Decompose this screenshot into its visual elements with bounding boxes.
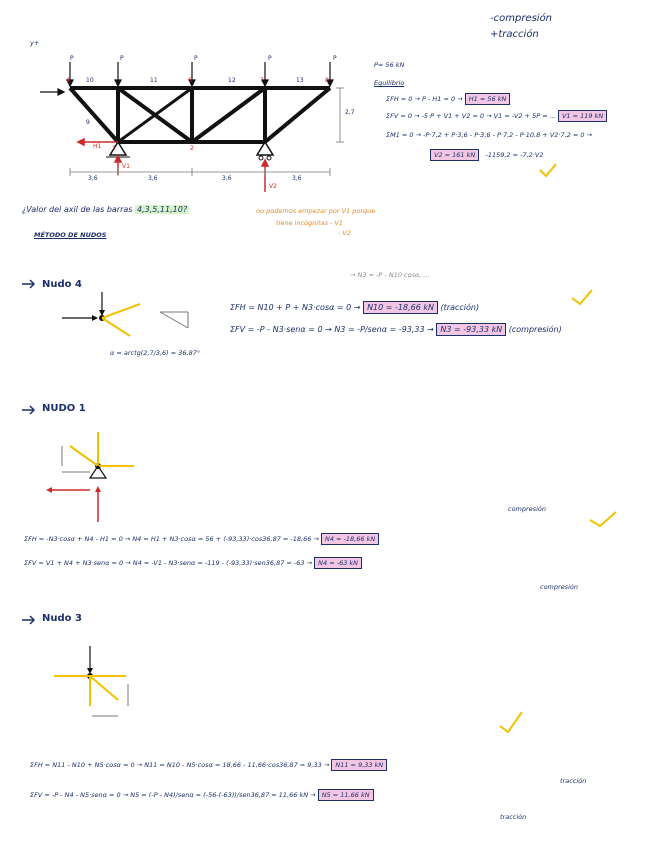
node3-eq-horizontal: ΣFH = N11 - N10 + N5·cosα = 0 → N11 = N10 - N5·cosα = 18,66 - 11,66·cos36,87 = 9,33 → N11 = 9,33 kN bbox=[30, 762, 387, 769]
eq-vertical: ΣFV = 0 → -5·P + V1 + V2 = 0 → V1 = -V2 + 5P = ... V1 = 119 kN bbox=[386, 113, 607, 120]
eq-horizontal: ΣFH = 0 → P - H1 = 0 → H1 = 56 kN bbox=[386, 96, 510, 103]
n11-result: N11 = 9,33 kN bbox=[331, 759, 387, 771]
span-label: 3,6 bbox=[148, 175, 158, 182]
answer-line3: - V2 bbox=[338, 229, 351, 237]
node-label: 6 bbox=[188, 77, 192, 84]
node-label: 4 bbox=[66, 77, 70, 84]
node3-heading: Nudo 3 bbox=[42, 613, 82, 624]
answer-line1: no podemos empezar por V1 porque bbox=[256, 207, 376, 215]
node4-heading: Nudo 4 bbox=[42, 279, 82, 290]
n10-result: N10 = -18,66 kN bbox=[363, 301, 438, 314]
reaction-label: V2 bbox=[269, 183, 277, 190]
eq-moment: ΣM1 = 0 → -P·7,2 + P·3,6 - P·3,6 - P·7,2 - P·10,8 + V2·7,2 = 0 → bbox=[386, 131, 593, 139]
member-label: 13 bbox=[296, 77, 304, 84]
node-label: 7 bbox=[260, 77, 264, 84]
load-label: P bbox=[194, 55, 198, 62]
traction-legend: +tracción bbox=[490, 29, 539, 40]
node1-heading: NUDO 1 bbox=[42, 403, 86, 414]
n5-result: N5 = 11,66 kN bbox=[318, 789, 374, 801]
span-label: 3,6 bbox=[222, 175, 232, 182]
span-label: 3,6 bbox=[88, 175, 98, 182]
n3-result: N3 = -93,33 kN bbox=[436, 323, 506, 336]
node4-eq-horizontal: ΣFH = N10 + P + N3·cosα = 0 → N10 = -18,66 kN (tracción) bbox=[230, 303, 480, 312]
node-label: 2 bbox=[190, 145, 194, 152]
member-label: 11 bbox=[150, 77, 158, 84]
load-label: P bbox=[333, 55, 337, 62]
member-label: 12 bbox=[228, 77, 236, 84]
given-load: P= 56 kN bbox=[374, 61, 405, 69]
h1-result: H1 = 56 kN bbox=[465, 93, 511, 105]
node1-note-compression2: compresión bbox=[540, 583, 578, 591]
reaction-label: V1 bbox=[122, 163, 130, 170]
answer-line2: tiene incógnitas - V1 bbox=[276, 219, 344, 227]
equilibrium-title: Equilibrio bbox=[374, 79, 405, 87]
node3-eq-vertical: ΣFV = -P - N4 - N5·senα = 0 → N5 = (-P - N4)/senα = (-56-(-63))/sen36,87 = 11,66 kN → N5 = 11,66 kN bbox=[30, 792, 374, 799]
node4-side-note: → N3 = -P - N10·cosα, ... bbox=[350, 271, 430, 279]
v2-result: V2 = 161 kN bbox=[430, 149, 479, 161]
node-label: 8 bbox=[325, 77, 329, 84]
node3-note-traction: tracción bbox=[560, 777, 587, 785]
node3-note-traction2: tracción bbox=[500, 813, 527, 821]
reaction-label: H1 bbox=[93, 143, 102, 150]
compression-legend: -compresión bbox=[490, 13, 553, 24]
span-label: 3,6 bbox=[292, 175, 302, 182]
method-title: MÉTODO DE NUDOS bbox=[34, 231, 107, 239]
eq-v2: V2 = 161 kN -1159,2 = -7,2·V2 bbox=[430, 152, 543, 159]
load-label: P bbox=[70, 55, 74, 62]
node-label: 1 bbox=[112, 145, 116, 152]
v1-result: V1 = 119 kN bbox=[558, 110, 607, 122]
n4-result: N4 = -18,66 kN bbox=[321, 533, 379, 545]
question: ¿Valor del axil de las barras 4,3,5,11,10? bbox=[22, 205, 188, 214]
height-label: 2,7 bbox=[345, 109, 355, 116]
node4-eq-vertical: ΣFV = -P - N3·senα = 0 → N3 = -P/senα = -93,33 → N3 = -93,33 kN (compresión) bbox=[230, 325, 562, 334]
member-label: 9 bbox=[86, 119, 90, 126]
axis-label: y+ bbox=[30, 39, 40, 47]
load-label: P bbox=[268, 55, 272, 62]
alpha-formula: α = arctg(2,7/3,6) = 36,87° bbox=[110, 349, 201, 357]
n4-vertical-result: N4 = -63 kN bbox=[314, 557, 362, 569]
node1-note-compression: compresión bbox=[508, 505, 546, 513]
member-label: 10 bbox=[86, 77, 94, 84]
node1-eq-vertical: ΣFV = V1 + N4 + N3·senα = 0 → N4 = -V1 - N3·senα = -119 - (-93,33)·sen36,87 = -63 → N4 = -63 kN bbox=[24, 560, 362, 567]
node1-eq-horizontal: ΣFH = -N3·cosα + N4 - H1 = 0 → N4 = H1 + N3·cosα = 56 + (-93,33)·cos36,87 = -18,66 → N4 = -18,66 kN bbox=[24, 536, 379, 543]
load-label: P bbox=[120, 55, 124, 62]
